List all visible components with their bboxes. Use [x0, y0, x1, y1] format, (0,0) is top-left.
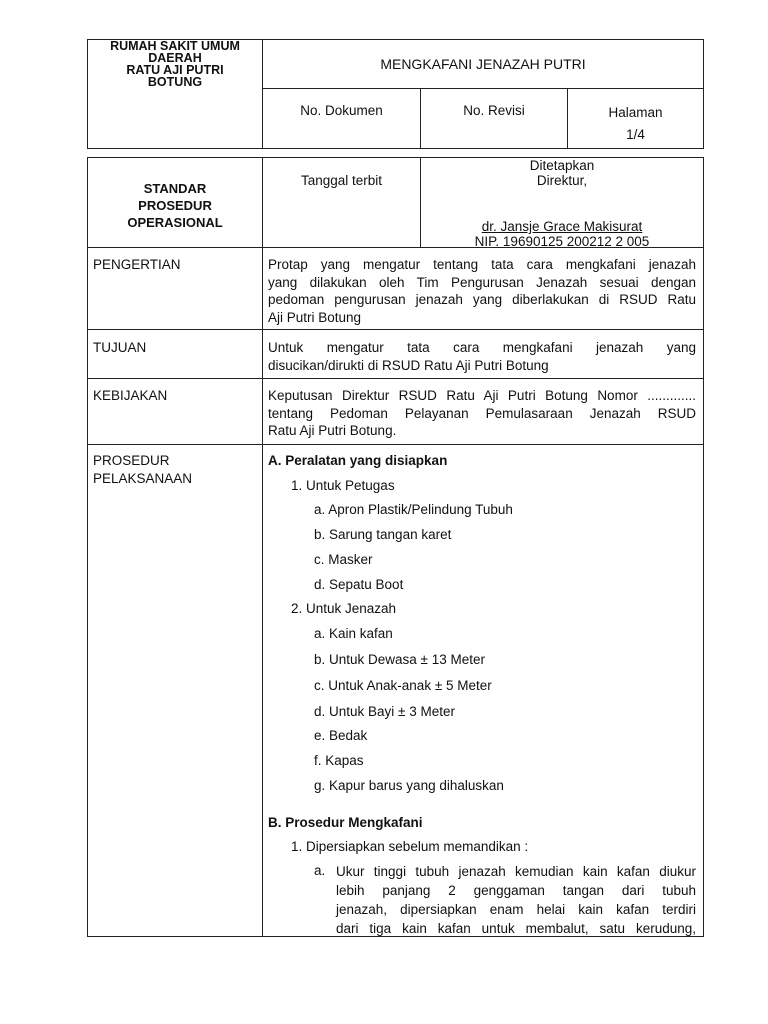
petugas-item: c. Masker [314, 552, 373, 567]
director-nip: NIP. 19690125 200212 2 005 [474, 234, 650, 249]
petugas-item: a. Apron Plastik/Pelindung Tubuh [314, 502, 513, 517]
untuk-petugas: 1. Untuk Petugas [291, 478, 395, 493]
no-revisi-label: No. Revisi [463, 103, 525, 118]
section-a-heading: A. Peralatan yang disiapkan [268, 453, 448, 468]
pengertian-text: Protap yang mengatur tentang tata cara mengkafani jenazah yang dilakukan oleh Tim Pengurusan Jenazah sesuai dengan pedoman pengurusan jenazah yang diberlakukan di RSUD Ratu Aji Putri Botung [268, 257, 696, 325]
tujuan-text: Untuk mengatur tata cara mengkafani jenazah yang disucikan/dirukti di RSUD Ratu Aji Putri Botung [268, 340, 696, 373]
jenazah-item: a. Kain kafan [314, 626, 393, 641]
pengertian-label: PENGERTIAN [93, 257, 181, 272]
b-item-a-marker: a. [314, 863, 326, 878]
section-b-heading: B. Prosedur Mengkafani [268, 815, 423, 830]
jenazah-item: f. Kapas [314, 753, 364, 768]
hospital-name: RUMAH SAKIT UMUM DAERAH RATU AJI PUTRI BOTUNG [110, 39, 240, 89]
jenazah-item: c. Untuk Anak-anak ± 5 Meter [314, 678, 492, 693]
ditetapkan-label: Ditetapkan [529, 158, 595, 173]
b-item-a-text: Ukur tinggi tubuh jenazah kemudian kain kafan diukur lebih panjang 2 genggaman tangan dari tubuh jenazah, dipersiapkan enam helai kain kafan terdiri dari tiga kain kafan untuk membalut, satu kerudung, [336, 864, 696, 936]
jenazah-item: d. Untuk Bayi ± 3 Meter [314, 704, 455, 719]
petugas-item: b. Sarung tangan karet [314, 527, 452, 542]
jenazah-item: b. Untuk Dewasa ± 13 Meter [314, 652, 485, 667]
direktur-label: Direktur, [536, 173, 588, 188]
halaman-label: Halaman [608, 105, 663, 120]
untuk-jenazah: 2. Untuk Jenazah [291, 601, 397, 616]
sop-label: STANDAR PROSEDUR OPERASIONAL [127, 181, 223, 230]
tujuan-label: TUJUAN [93, 340, 147, 355]
jenazah-item: e. Bedak [314, 728, 368, 743]
director-name: dr. Jansje Grace Makisurat [481, 219, 643, 234]
document-title: MENGKAFANI JENAZAH PUTRI [380, 56, 586, 72]
b-subitem-1: 1. Dipersiapkan sebelum memandikan : [291, 839, 529, 854]
tanggal-terbit-label: Tanggal terbit [300, 173, 383, 188]
kebijakan-label: KEBIJAKAN [93, 388, 168, 403]
jenazah-item: g. Kapur barus yang dihaluskan [314, 778, 504, 793]
halaman-value: 1/4 [626, 127, 645, 142]
no-dokumen-label: No. Dokumen [300, 103, 383, 118]
prosedur-label: PROSEDUR PELAKSANAAN [93, 453, 193, 486]
petugas-item: d. Sepatu Boot [314, 577, 404, 592]
kebijakan-text: Keputusan Direktur RSUD Ratu Aji Putri Botung Nomor ............. tentang Pedoman Pelayanan Pemulasaraan Jenazah RSUD Ratu Aji Putri Botung. [268, 388, 696, 438]
